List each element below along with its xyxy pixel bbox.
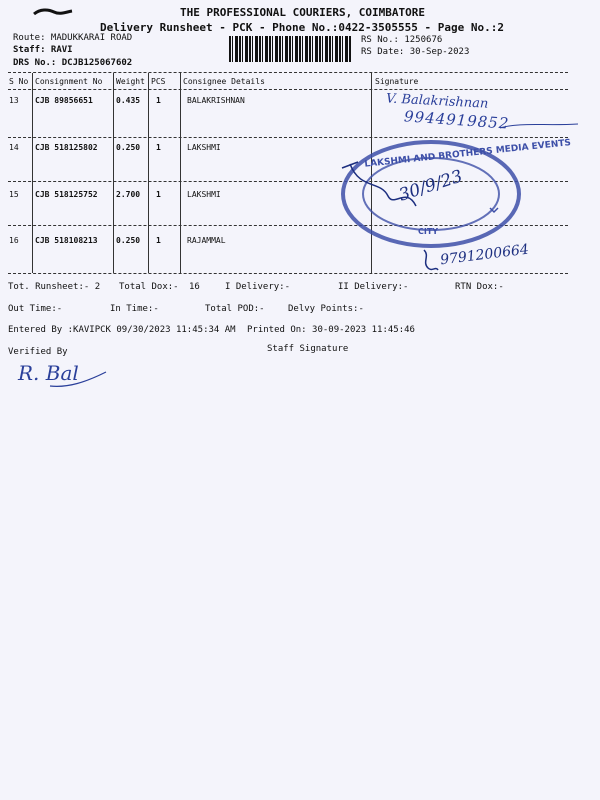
scribble-mark-icon: [340, 160, 420, 220]
out-time: Out Time:-: [8, 304, 63, 314]
stamp-text: LAKSHMI AND BROTHERS MEDIA EVENTS: [364, 138, 572, 170]
row-weight: 0.250: [116, 236, 141, 245]
col-divider: [113, 73, 114, 273]
company-name: THE PROFESSIONAL COURIERS, COIMBATORE: [180, 6, 426, 19]
row-weight: 0.435: [116, 96, 141, 105]
scribble-mark-icon: [420, 248, 440, 274]
col-divider: [180, 73, 181, 273]
header-bottom-rule: [8, 89, 568, 90]
row-consignment: CJB 89856651: [35, 96, 93, 105]
rtn-dox: RTN Dox:-: [455, 282, 504, 292]
row-consignee: LAKSHMI: [187, 190, 221, 199]
signature-underline-icon: [500, 118, 580, 138]
row-sno: 14: [9, 143, 19, 152]
row-sno: 13: [9, 96, 19, 105]
col-header-consignment: Consignment No: [35, 77, 103, 86]
row-sno: 15: [9, 190, 19, 199]
row-pcs: 1: [156, 143, 161, 152]
handwritten-phone-sig: 9944919852: [403, 107, 510, 133]
row-weight: 2.700: [116, 190, 141, 199]
staff-label: Staff: RAVI: [13, 45, 73, 55]
verified-by-label: Verified By: [8, 347, 68, 357]
signature-flourish-icon: [50, 368, 110, 390]
route-label: Route: MADUKKARAI ROAD: [13, 33, 133, 43]
drs-number: DRS No.: DCJB125067602: [13, 58, 133, 68]
row-pcs: 1: [156, 236, 161, 245]
verifier-signature: R. Bal: [18, 361, 79, 385]
company-logo-icon: [34, 8, 72, 18]
col-header-weight: Weight: [116, 77, 145, 86]
row-consignee: LAKSHMI: [187, 143, 221, 152]
row-sno: 16: [9, 236, 19, 245]
second-delivery: II Delivery:-: [338, 282, 409, 292]
barcode: [229, 36, 351, 62]
row-consignee: BALAKRISHNAN: [187, 96, 245, 105]
runsheet-title: Delivery Runsheet - PCK - Phone No.:0422-3505555 - Page No.:2: [100, 21, 504, 34]
total-dox-label: Total Dox:-: [119, 282, 179, 292]
col-divider: [148, 73, 149, 273]
col-header-consignee: Consignee Details: [183, 77, 265, 86]
row-weight: 0.250: [116, 143, 141, 152]
staff-signature-label: Staff Signature: [267, 344, 349, 354]
col-header-pcs: PCS: [151, 77, 166, 86]
rs-number: RS No.: 1250676: [361, 35, 443, 45]
stamp-city: CITY: [418, 227, 439, 236]
handwritten-date: 30/9/23: [396, 166, 466, 206]
row-pcs: 1: [156, 190, 161, 199]
handwritten-phone-sig-2: 9791200664: [439, 241, 530, 269]
col-header-sno: S No: [9, 77, 29, 86]
col-divider: [32, 73, 33, 273]
in-time: In Time:-: [110, 304, 159, 314]
delivery-points: Delvy Points:-: [288, 304, 364, 314]
row-consignment: CJB 518125752: [35, 190, 98, 199]
rs-date: RS Date: 30-Sep-2023: [361, 47, 470, 57]
first-delivery: I Delivery:-: [225, 282, 291, 292]
entered-by: Entered By :KAVIPCK 09/30/2023 11:45:34 AM: [8, 325, 236, 335]
total-pod: Total POD:-: [205, 304, 265, 314]
row-consignment: CJB 518108213: [35, 236, 98, 245]
table-bottom-rule: [8, 273, 568, 274]
total-runsheet: Tot. Runsheet:- 2: [8, 282, 101, 292]
printed-on: Printed On: 30-09-2023 11:45:46: [247, 325, 415, 335]
handwritten-name-sig: V. Balakrishnan: [385, 91, 489, 112]
row-consignee: RAJAMMAL: [187, 236, 226, 245]
table-top-rule: [8, 72, 568, 73]
col-header-signature: Signature: [375, 77, 419, 86]
total-dox-value: 16: [189, 282, 200, 292]
row-pcs: 1: [156, 96, 161, 105]
row-consignment: CJB 518125802: [35, 143, 98, 152]
